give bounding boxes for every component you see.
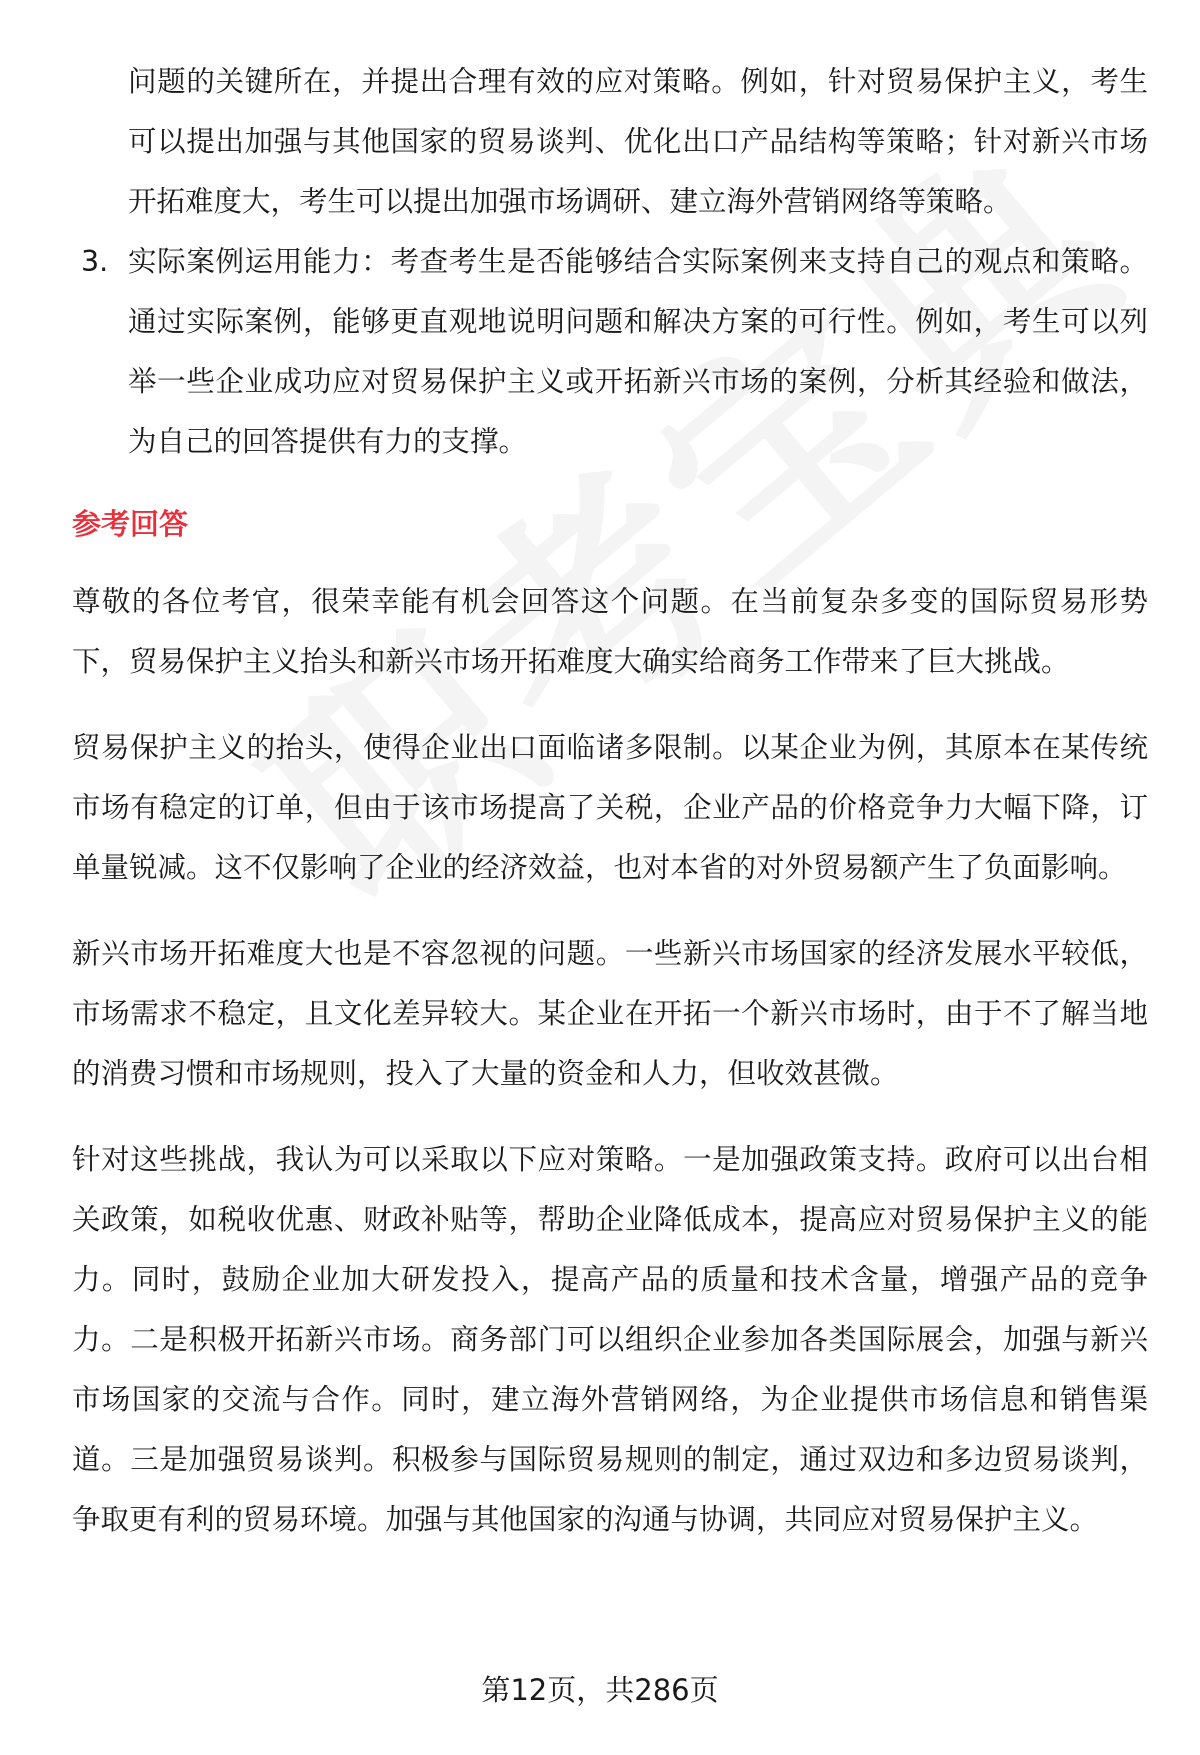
section-heading: 参考回答: [72, 507, 189, 541]
page-number: 第12页，共286页: [481, 1673, 719, 1707]
answer-paragraph-1: 尊敬的各位考官，很荣幸能有机会回答这个问题。在当前复杂多变的国际贸易形势下，贸易保护主义抬头和新兴市场开拓难度大确实给商务工作带来了巨大挑战。: [72, 585, 1148, 678]
list-item-3: [81, 232, 1148, 472]
answer-paragraph-3: 新兴市场开拓难度大也是不容忽视的问题。一些新兴市场国家的经济发展水平较低，市场需求不稳定，且文化差异较大。某企业在开拓一个新兴市场时，由于不了解当地的消费习惯和市场规则，投入了大量的资金和人力，但收效甚微。: [72, 937, 1148, 1090]
continuation-paragraph: 问题的关键所在，并提出合理有效的应对策略。例如，针对贸易保护主义，考生可以提出加强与其他国家的贸易谈判、优化出口产品结构等策略；针对新兴市场开拓难度大，考生可以提出加强市场调研、建立海外营销网络等策略。: [128, 65, 1148, 218]
list-number: 3.: [81, 245, 109, 278]
answer-paragraph-2: 贸易保护主义的抬头，使得企业出口面临诸多限制。以某企业为例，其原本在某传统市场有稳定的订单，但由于该市场提高了关税，企业产品的价格竞争力大幅下降，订单量锐减。这不仅影响了企业的经济效益，也对本省的对外贸易额产生了负面影响。: [72, 731, 1148, 884]
list-item-text: 实际案例运用能力：考查考生是否能够结合实际案例来支持自己的观点和策略。通过实际案例，能够更直观地说明问题和解决方案的可行性。例如，考生可以列举一些企业成功应对贸易保护主义或开拓新兴市场的案例，分析其经验和做法，为自己的回答提供有力的支撑。: [128, 245, 1148, 458]
document-body: [72, 52, 1148, 1550]
answer-paragraph-4: 针对这些挑战，我认为可以采取以下应对策略。一是加强政策支持。政府可以出台相关政策，如税收优惠、财政补贴等，帮助企业降低成本，提高应对贸易保护主义的能力。同时，鼓励企业加大研发投入，提高产品的质量和技术含量，增强产品的竞争力。二是积极开拓新兴市场。商务部门可以组织企业参加各类国际展会，加强与新兴市场国家的交流与合作。同时，建立海外营销网络，为企业提供市场信息和销售渠道。三是加强贸易谈判。积极参与国际贸易规则的制定，通过双边和多边贸易谈判，争取更有利的贸易环境。加强与其他国家的沟通与协调，共同应对贸易保护主义。: [72, 1143, 1148, 1536]
